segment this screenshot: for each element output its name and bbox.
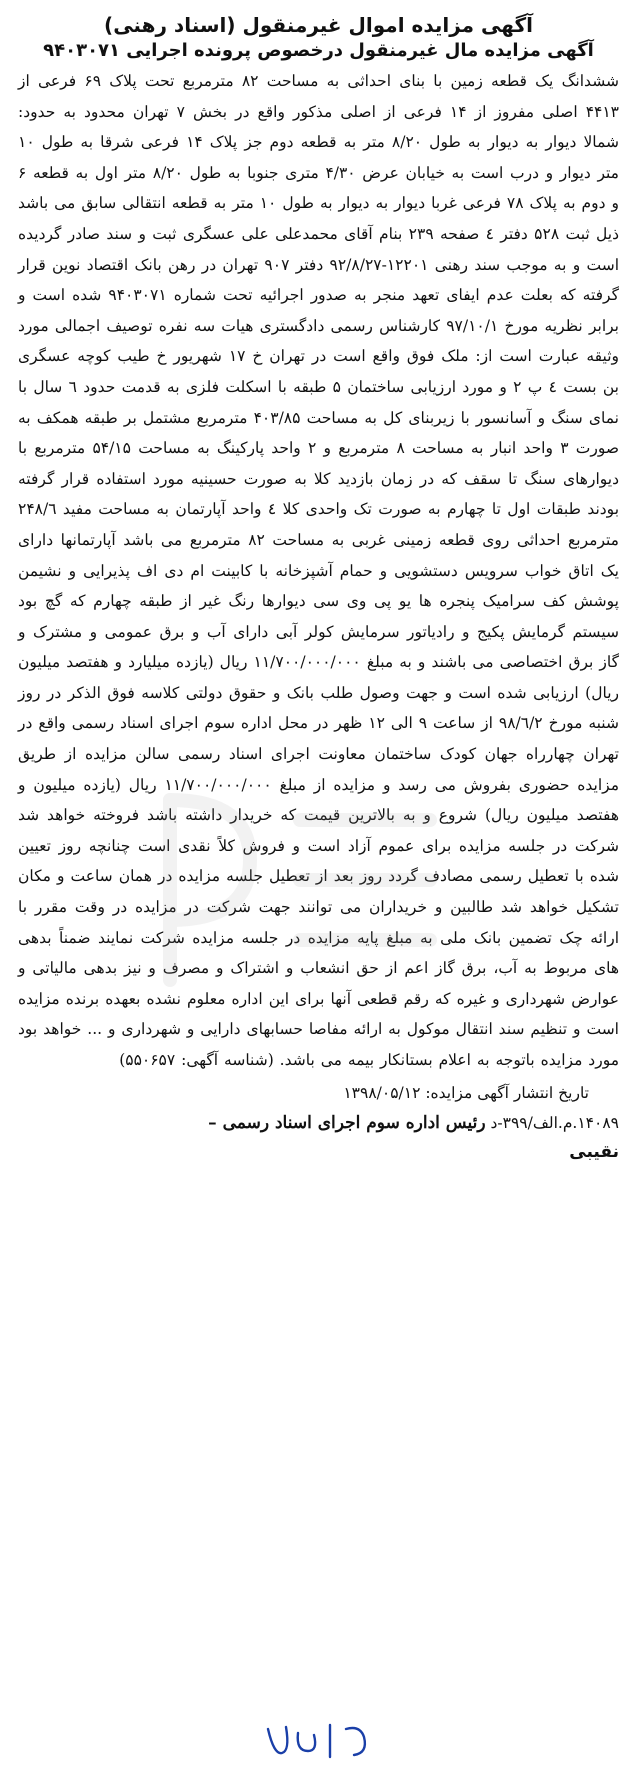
notice-subtitle: آگهی مزایده مال غیرمنقول درخصوص پرونده اجرایی ۹۴۰۳۰۷۱ (43, 40, 594, 61)
publication-date: تاریخ انتشار آگهی مزایده: ۱۳۹۸/۰۵/۱۲ (343, 1083, 589, 1102)
signer-title: رئیس اداره سوم اجرای اسناد رسمی – (208, 1112, 486, 1133)
notice-body: ششدانگ یک قطعه زمین با بنای احداثی به مساحت ۸۲ مترمربع تحت پلاک ۶۹ فرعی از ۴۴۱۳ اصلی مفروز از ۱۴ فرعی از اصلی مذکور واقع در بخش ۷ تهران محدود به حدود: شمالا دیوار به دیوار به طول ۸/۲۰ متر به قطعه دوم جز پلاک ۱۴ فرعی شرقا به طول ۱۰ متر دیوار و درب است به خیابان عرض ۴/۳۰ متری جنوبا به طول ۸/۲۰ متر اول به قطعه ۶ و دوم به پلاک ۷۸ فرعی غربا دیوار به دیوار به طول ۱۰ متر به قطعه انتقالی سابق می باشد ذیل ثبت ۵۲۸ دفتر ٤ صفحه ۲۳۹ بنام آقای محمدعلی علی عسگری ثبت و سند صادر گردیده است و به موجب سند رهنی ۱۲۲۰۱-۹۲/۸/۲۷ دفتر ۹۰۷ تهران در رهن بانک اقتصاد نوین قرار گرفته که بعلت عدم ایفای تعهد منجر به صدور اجرائیه تحت شماره ۹۴۰۳۰۷۱ شده است و برابر نظریه مورخ ۹۷/۱۰/۱ کارشناس رسمی دادگستری هیات سه نفره توصیف اجمالی مورد وثیقه عبارت است از: ملک فوق واقع است در تهران خ ۱۷ شهریور خ طیب کوچه عسگری بن بست ٤ پ ۲ و مورد ارزیابی ساختمان ۵ طبقه با اسکلت فلزی به قدمت حدود ٦ سال با نمای سنگ و آسانسور با زیربنای کل به مساحت ۴۰۳/۸۵ مترمربع مشتمل بر طبقه همکف به صورت ۳ واحد انبار به مساحت ۸ مترمربع و ۲ واحد پارکینگ به مساحت ۵۴/۱۵ مترمربع با دیوارهای سنگ تا سقف که در زمان بازدید کلا به صورت حسینیه مورد استفاده قرار گرفته بودند طبقات اول تا چهارم به صورت تک واحدی کلا ٤ واحد آپارتمان به مساحت مفید ۲۴۸/٦ مترمربع احداثی روی قطعه زمینی غربی به مساحت ۸۲ مترمربع می باشد آپارتمانها دارای یک اتاق خواب سرویس دستشویی و حمام آشپزخانه با کابینت ام دی اف پذیرایی و نشیمن پوشش کف سرامیک پنجره ها یو پی وی سی دیوارها رنگ غیر از طبقه چهارم که گچ بود سیستم گرمایش پکیج و رادیاتور سرمایش کولر آبی دارای آب و برق عمومی و مشترک و گاز برق اختصاصی می باشند و به مبلغ ۱۱/۷۰۰/۰۰۰/۰۰۰ ریال (یازده میلیارد و هفتصد میلیون ریال) ارزیابی شده است و جهت وصول طلب بانک و حقوق دولتی کلاسه فوق الذکر در روز شنبه مورخ ۹۸/٦/۲ از ساعت ۹ الی ۱۲ ظهر در محل اداره سوم اجرای اسناد رسمی واقع در تهران چهارراه جهان کودک ساختمان معاونت اجرای اسناد رسمی سالن مزایده از طریق مزایده حضوری بفروش می رسد و مزایده از مبلغ ۱۱/۷۰۰/۰۰۰/۰۰۰ ریال (یازده میلیون و هفتصد میلیون ریال) شروع و به بالاترین قیمت که خریدار داشته باشد فروخته خواهد شد شرکت در جلسه مزایده برای عموم آزاد است و فروش کلاً نقدی است چنانچه روز تعیین شده با تعطیل رسمی مصادف گردد روز بعد از تعطیل جلسه مزایده در همان ساعت و مکان تشکیل خواهد شد طالبین و خریداران می توانند جهت شرکت در مزایده در وقت مقرر با ارائه چک تضمین بانک ملی به مبلغ پایه مزایده در جلسه مزایده شرکت نمایند ضمناً بدهی های مربوط به آب، برق گاز اعم از حق انشعاب و اشتراک و مصرف و نیز بدهی مالیاتی و عوارض شهرداری و غیره که رقم قطعی آنها برای این اداره معلوم نشده بعهده برنده مزایده است و تنظیم سند انتقال موکول به ارائه مفاصا حسابهای دارایی و شهرداری و ... خواهد بود مورد مزایده باتوجه به اعلام بستانکار بیمه می باشد. (شناسه آگهی: ۵۵۰۶۵۷) (18, 72, 620, 1069)
handwritten-mark (260, 1715, 380, 1765)
reference-code: ۱۴۰۸۹.م.الف/۳۹۹-د (490, 1113, 619, 1132)
signature-line (18, 1108, 619, 1138)
signer-name: نقیبی (569, 1141, 619, 1162)
notice-title: آگهی مزایده اموال غیرمنقول (اسناد رهنی) (104, 13, 533, 37)
